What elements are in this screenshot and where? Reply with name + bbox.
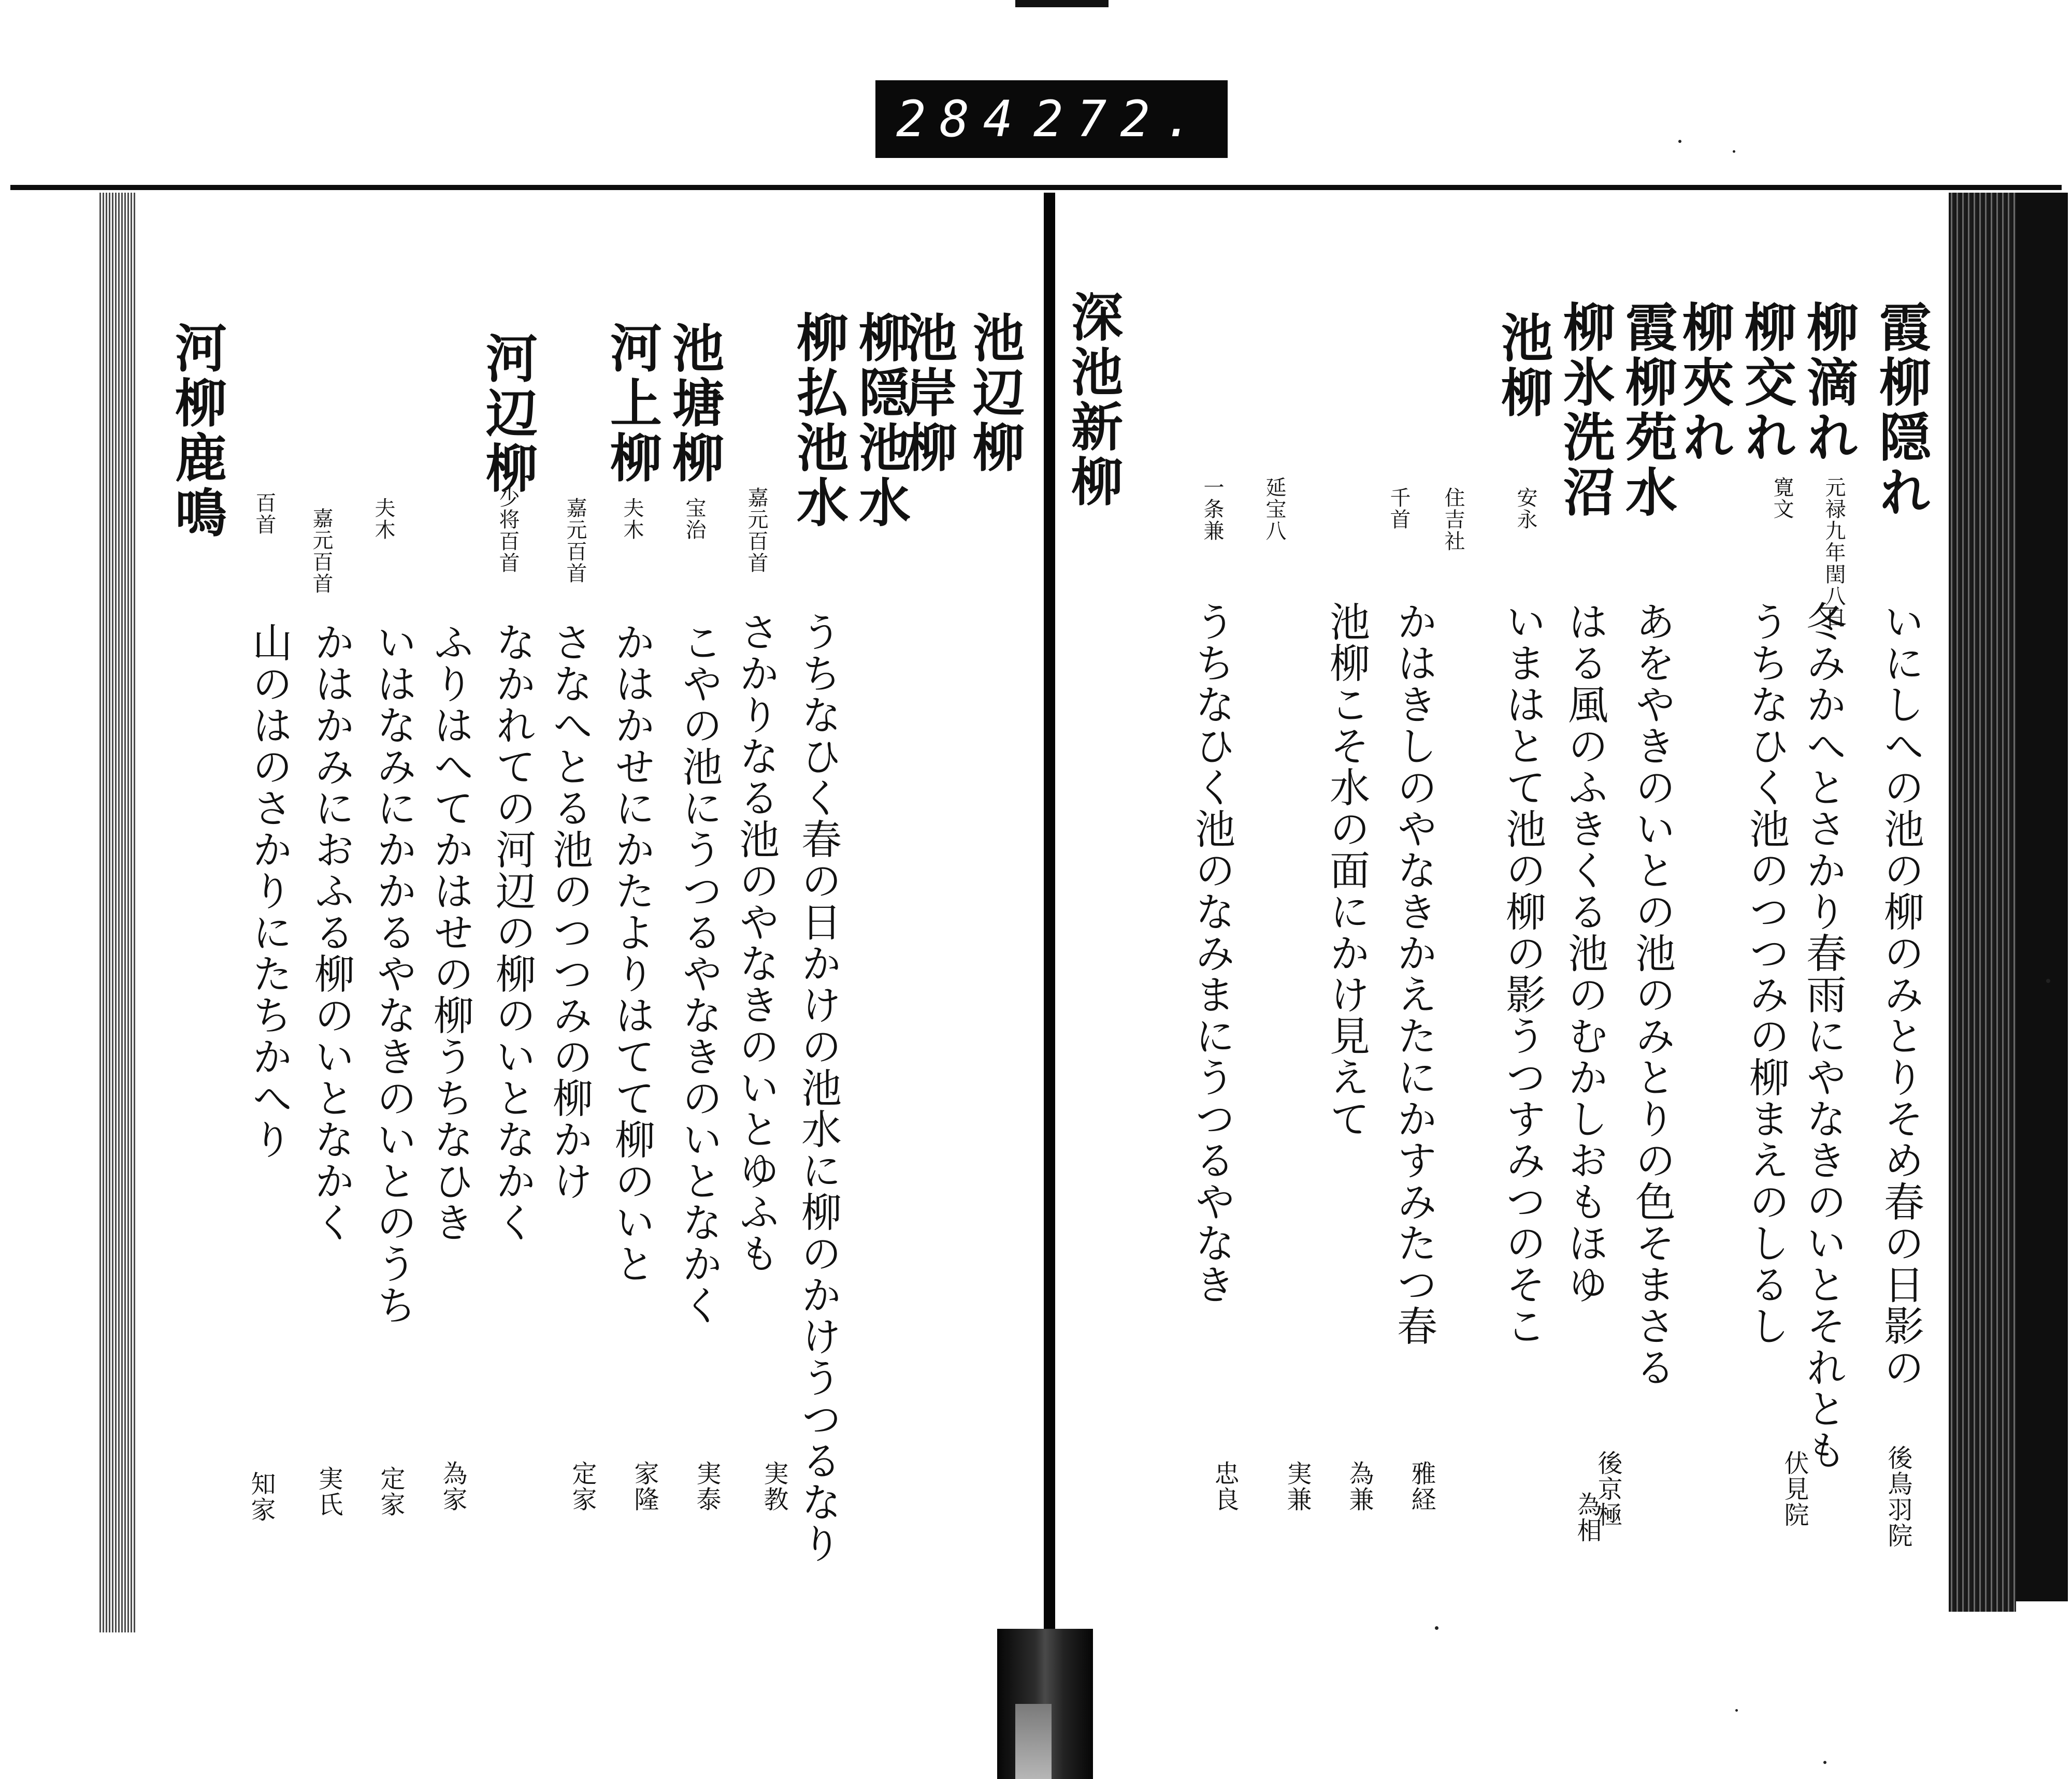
poet-name: 後京極 — [1593, 1450, 1622, 1528]
poem-title: 柳夾れ — [1674, 300, 1735, 465]
poem-line: あをやきのいとの池のみとりの色そまさる — [1629, 601, 1675, 1388]
poem-title: 柳氷洗沼 — [1555, 300, 1616, 520]
source-note: 百首 — [252, 492, 276, 536]
poem-title: 河柳鹿鳴 — [166, 321, 227, 541]
poet-name: 家隆 — [630, 1460, 659, 1512]
poem-line: さなへとる池のつつみの柳かけ — [546, 621, 593, 1202]
poem-line: うちなひく池のなみまにうつるやなき — [1188, 601, 1235, 1305]
poem-line: なかれての河辺の柳のいとなかく — [489, 621, 536, 1243]
poet-name: 忠良 — [1210, 1460, 1239, 1512]
poet-name: 後鳥羽院 — [1883, 1445, 1912, 1549]
page-number: 272. — [1033, 90, 1207, 148]
poet-name: 実兼 — [1283, 1460, 1312, 1512]
poem-line: はる風のふきくる池のむかしおもほゆ — [1561, 601, 1608, 1305]
source-note: 嘉元百首 — [744, 487, 768, 574]
poem-line: かはかせにかたよりはてて柳のいと — [608, 621, 655, 1284]
poem-title: 池岸柳 — [897, 311, 958, 475]
poet-name: 為兼 — [1345, 1460, 1374, 1512]
source-note: 千首 — [1387, 487, 1411, 530]
source-note: 住吉社 — [1441, 487, 1465, 552]
source-note: 宝治 — [682, 497, 706, 541]
poem-line: 池柳こそ水の面にかけ見えて — [1323, 601, 1370, 1139]
scan-speck — [1733, 150, 1735, 153]
source-note: 少将百首 — [496, 487, 520, 574]
poem-line: こやの池にうつるやなきのいとなかく — [675, 621, 722, 1326]
poem-title: 河上柳 — [601, 321, 663, 486]
poem-line: うちなひく池のつつみの柳まえのしるし — [1743, 601, 1789, 1347]
book-top-rule — [10, 185, 2062, 190]
poet-name: 知家 — [247, 1471, 276, 1523]
right-page-edge — [1949, 193, 2016, 1612]
poem-title: 池塘柳 — [664, 321, 725, 486]
poem-line: 山のはのさかりにたちかへり — [246, 621, 292, 1160]
scan-speck — [1823, 1761, 1826, 1764]
page-counter-label — [875, 80, 1228, 158]
left-page-edge — [99, 193, 137, 1632]
source-note: 一条兼 — [1200, 476, 1224, 542]
right-cover-edge — [2016, 193, 2068, 1601]
poem-title: 河辺柳 — [477, 331, 538, 496]
spine-highlight — [1015, 1704, 1052, 1779]
poem-title: 柳払池水 — [788, 311, 849, 530]
poet-name: 定家 — [376, 1466, 405, 1517]
source-note: 嘉元百首 — [563, 497, 587, 584]
source-note: 寛文 — [1770, 476, 1794, 520]
frame-number: 284 — [896, 90, 1027, 148]
poem-line: かはかみにおふる柳のいとなかく — [308, 621, 354, 1243]
poem-line: いはなみにかかるやなきのいとのうち — [370, 621, 416, 1326]
poet-name: 実教 — [759, 1460, 788, 1512]
poem-title: 霞柳苑水 — [1617, 300, 1678, 520]
poem-title: 池柳 — [1492, 311, 1553, 421]
poet-name: 実氏 — [314, 1466, 343, 1517]
source-note: 夫木 — [620, 497, 644, 541]
source-note: 安永 — [1514, 487, 1537, 530]
poem-line: いまはとて池の柳の影うつすみつのそこ — [1499, 601, 1546, 1347]
poem-line: ふりはへてかはせの柳うちなひき — [427, 621, 473, 1243]
source-note: 延宝八 — [1262, 476, 1286, 542]
poem-title: 柳隠池水 — [850, 311, 911, 530]
scan-speck — [2046, 979, 2050, 983]
scan-clip-mark — [1015, 0, 1109, 7]
source-note: 元禄九年閏八日 — [1822, 476, 1846, 629]
poem-title: 柳交れ — [1736, 300, 1797, 465]
poem-line: いにしへの池の柳のみとりそめ春の日影の — [1877, 601, 1924, 1388]
poet-name: 為家 — [438, 1460, 467, 1512]
poem-line: うちなひく春の日かけの池水に柳のかけうつるなり — [795, 611, 841, 1564]
poem-title: 池辺柳 — [964, 311, 1025, 475]
poem-title: 柳滴れ — [1798, 300, 1859, 465]
poem-line: 冬みかへとさかり春雨にやなきのいとそれとも — [1800, 601, 1846, 1471]
poet-name: 実泰 — [692, 1460, 721, 1512]
poet-name: 雅経 — [1407, 1460, 1436, 1512]
scan-speck — [1735, 1709, 1738, 1712]
scan-speck — [1435, 1626, 1438, 1630]
poem-line: さかりなる池のやなきのいとゆふも — [732, 611, 779, 1274]
book-gutter — [1044, 193, 1055, 1632]
poet-name: 伏見院 — [1780, 1450, 1809, 1528]
poem-line: かはきしのやなきかえたにかすみたつ春 — [1390, 601, 1437, 1347]
poem-title: 深池新柳 — [1062, 290, 1124, 510]
poet-name: 為相 — [1573, 1492, 1602, 1543]
poet-name: 定家 — [568, 1460, 597, 1512]
source-note: 夫木 — [371, 497, 395, 541]
scan-speck — [1678, 140, 1681, 143]
source-note: 嘉元百首 — [309, 508, 333, 595]
poem-title: 霞柳隠れ — [1870, 300, 1932, 520]
